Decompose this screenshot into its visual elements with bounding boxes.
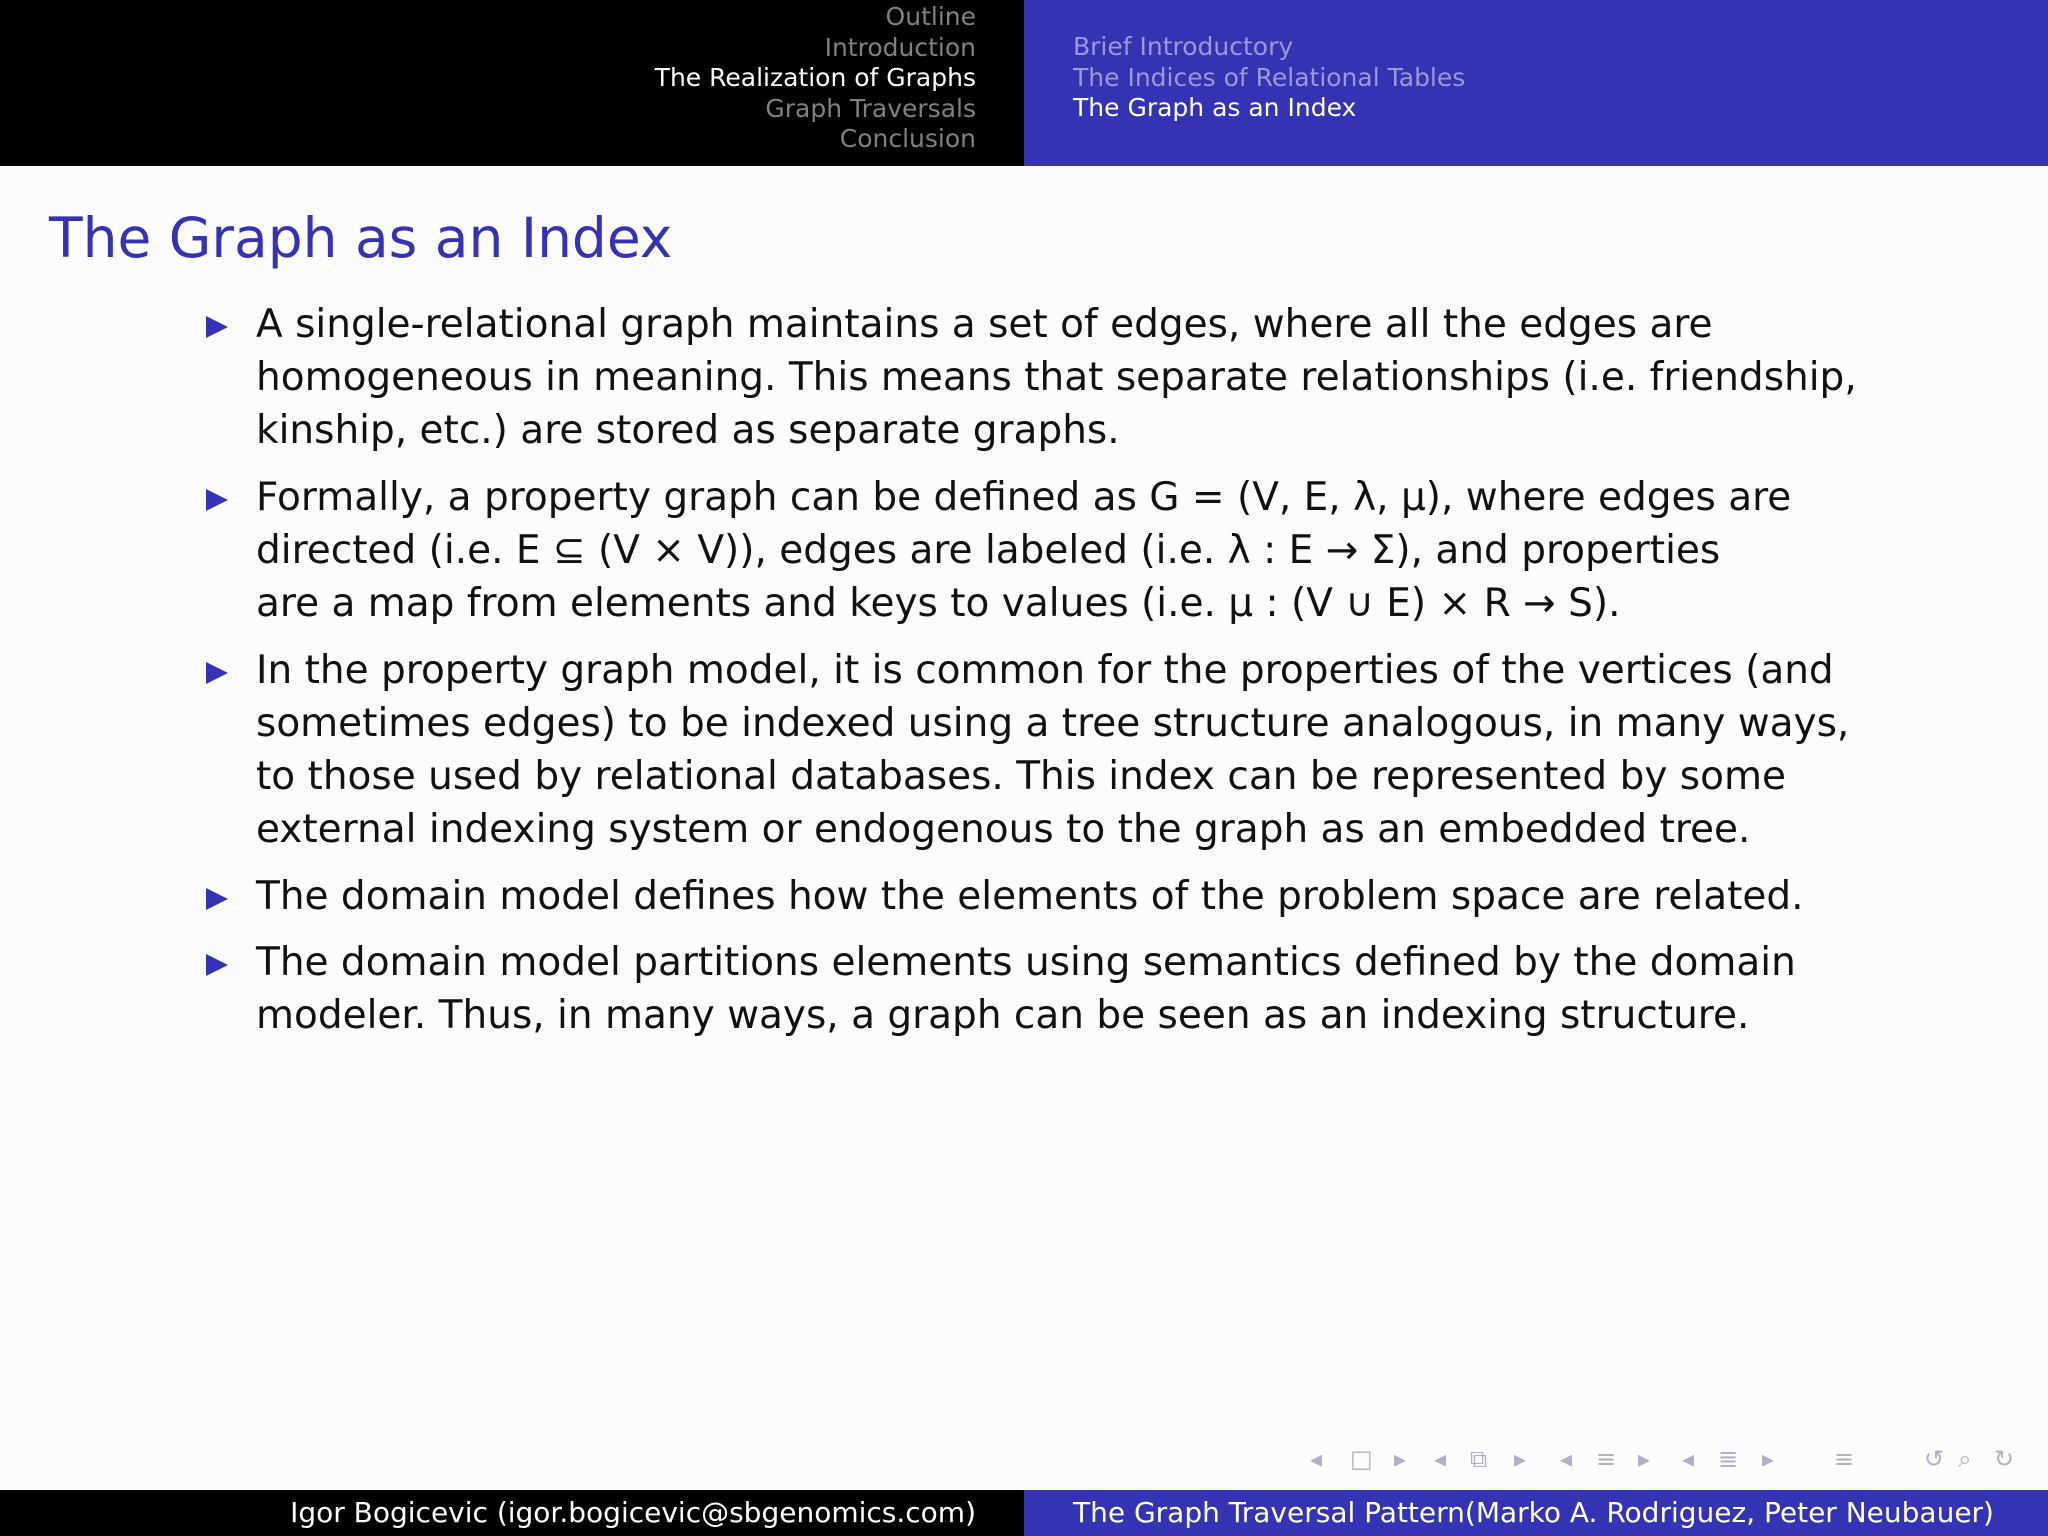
nav-prev-subsection-icon[interactable]: ◂ [1434, 1445, 1447, 1473]
nav-subsection-icon[interactable]: ⧉ [1470, 1445, 1488, 1473]
footer-bar [0, 1490, 2048, 1536]
bullet-line: directed (i.e. E ⊆ (V × V)), edges are labeled (i.e. λ : E → Σ), and properties [256, 528, 1721, 573]
bullet-line: In the property graph model, it is common for the properties of the vertices (and [256, 648, 1834, 693]
bullet-line: The domain model partitions elements using semantics defined by the domain [256, 940, 1796, 985]
bullet-triangle-icon [206, 316, 228, 338]
nav-next-frame-icon[interactable]: ▸ [1394, 1445, 1407, 1473]
bullet-line: homogeneous in meaning. This means that separate relationships (i.e. friendship, [256, 355, 1857, 400]
section-navigation [655, 2, 976, 155]
bullet-line: sometimes edges) to be indexed using a tree structure analogous, in many ways, [256, 701, 1850, 746]
nav-subsection-graph-as-index[interactable]: The Graph as an Index [1073, 93, 1357, 122]
nav-document-icon[interactable]: ≣ [1718, 1445, 1739, 1473]
bullet-line: kinship, etc.) are stored as separate graphs. [256, 408, 1120, 453]
nav-next-subsection-icon[interactable]: ▸ [1514, 1445, 1527, 1473]
beamer-navigation-controls [1310, 1441, 2040, 1477]
subsection-navigation [1073, 32, 1465, 124]
nav-section-conclusion[interactable]: Conclusion [839, 124, 976, 153]
header-subsections-panel [1024, 0, 2048, 166]
bullet-line: modeler. Thus, in many ways, a graph can be seen as an indexing structure. [256, 993, 1750, 1038]
nav-search-icon[interactable]: ⌕ [1958, 1445, 1972, 1473]
bullet-triangle-icon [206, 489, 228, 511]
header-sections-panel [0, 0, 1024, 166]
footer-talk-title: The Graph Traversal Pattern(Marko A. Rodriguez, Peter Neubauer) [1024, 1490, 2048, 1536]
bullet-line: to those used by relational databases. This index can be represented by some [256, 754, 1786, 799]
nav-back-icon[interactable]: ↺ [1924, 1445, 1945, 1473]
nav-section-icon[interactable]: ≡ [1596, 1445, 1617, 1473]
bullet-line: Formally, a property graph can be defined as G = (V, E, λ, μ), where edges are [256, 475, 1792, 520]
bullet-line: A single-relational graph maintains a set of edges, where all the edges are [256, 302, 1713, 347]
nav-section-graph-traversals[interactable]: Graph Traversals [765, 93, 976, 123]
nav-prev-section-icon[interactable]: ◂ [1560, 1445, 1573, 1473]
bullet-line: external indexing system or endogenous to the graph as an embedded tree. [256, 807, 1751, 852]
nav-frame-icon[interactable]: □ [1350, 1445, 1373, 1473]
nav-section-introduction[interactable]: Introduction [824, 32, 976, 62]
bullet-triangle-icon [206, 888, 228, 910]
nav-next-section-icon[interactable]: ▸ [1638, 1445, 1651, 1473]
nav-subsection-brief-introductory[interactable]: Brief Introductory [1073, 32, 1294, 61]
nav-section-outline[interactable]: Outline [885, 2, 976, 31]
bullet-triangle-icon [206, 954, 228, 976]
bullet-line: are a map from elements and keys to values (i.e. μ : (V ∪ E) × R → S). [256, 581, 1621, 626]
slide-title: The Graph as an Index [49, 206, 673, 270]
bullet-triangle-icon [206, 662, 228, 684]
header-bar [0, 0, 2048, 166]
nav-prev-document-icon[interactable]: ◂ [1682, 1445, 1695, 1473]
nav-prev-frame-icon[interactable]: ◂ [1310, 1445, 1323, 1473]
bullet-line: The domain model defines how the elements of the problem space are related. [256, 874, 1804, 919]
nav-appendix-icon[interactable]: ≡ [1834, 1445, 1855, 1473]
nav-next-document-icon[interactable]: ▸ [1762, 1445, 1775, 1473]
nav-section-realization-of-graphs[interactable]: The Realization of Graphs [654, 63, 976, 92]
nav-subsection-indices-relational-tables[interactable]: The Indices of Relational Tables [1073, 62, 1466, 92]
footer-author: Igor Bogicevic (igor.bogicevic@sbgenomics.com) [0, 1490, 1024, 1536]
nav-forward-icon[interactable]: ↻ [1994, 1445, 2015, 1473]
